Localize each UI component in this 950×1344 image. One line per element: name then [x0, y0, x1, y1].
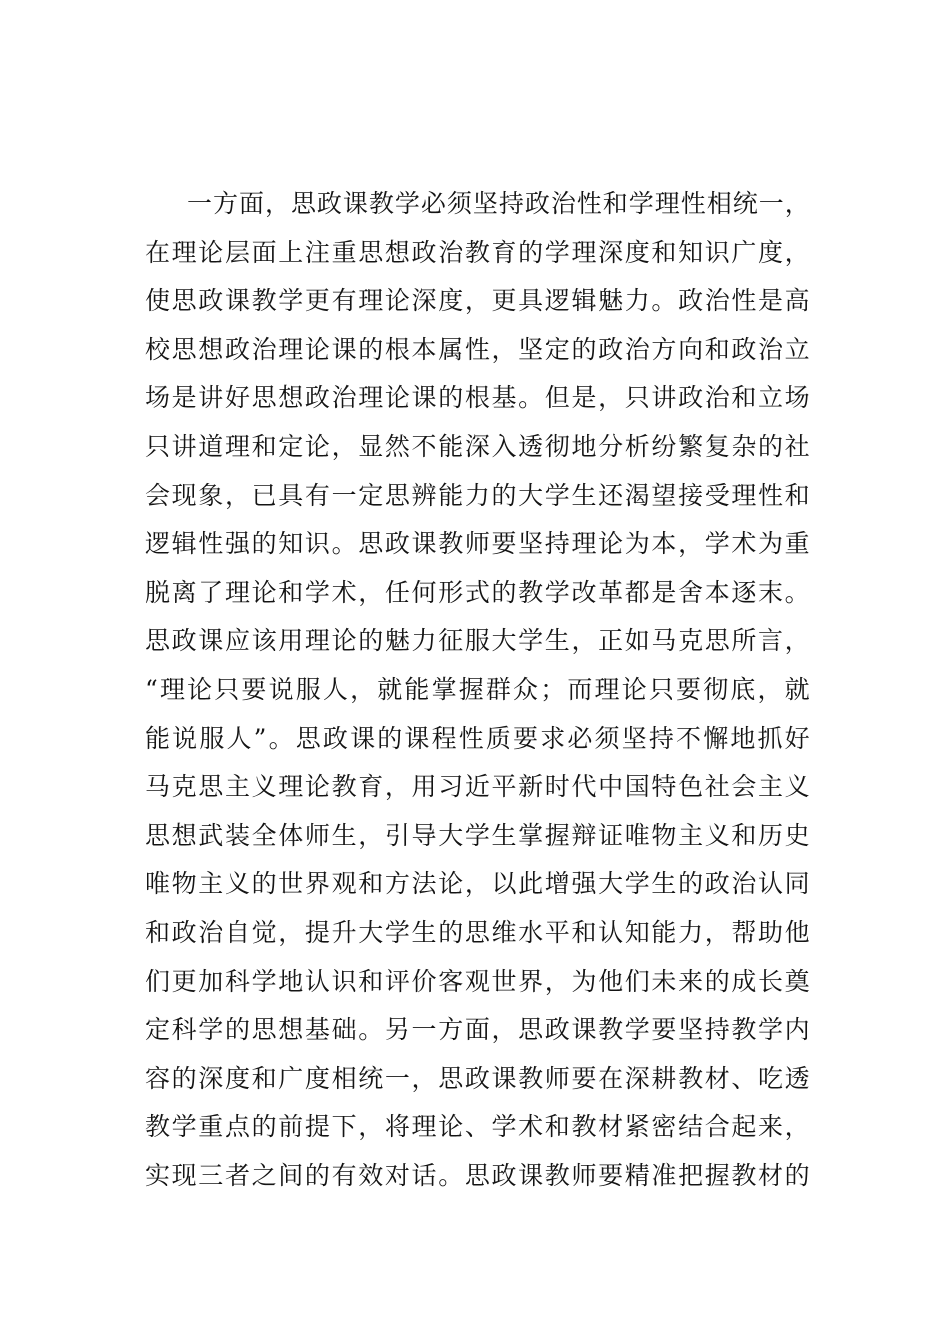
text-line: 一方面，思政课教学必须坚持政治性和学理性相统一， — [187, 189, 810, 218]
text-line: 思政课应该用理论的魅力征服大学生，正如马克思所言， — [145, 626, 810, 656]
body-paragraph — [145, 180, 810, 1200]
text-line: 逻辑性强的知识。思政课教师要坚持理论为本，学术为重 — [145, 529, 810, 559]
text-line: 定科学的思想基础。另一方面，思政课教学要坚持教学内 — [145, 1015, 810, 1045]
text-line: 会现象，已具有一定思辨能力的大学生还渴望接受理性和 — [145, 480, 810, 510]
text-line: 校思想政治理论课的根本属性，坚定的政治方向和政治立 — [145, 334, 810, 364]
text-line: 们更加科学地认识和评价客观世界，为他们未来的成长奠 — [145, 966, 810, 996]
text-line: 在理论层面上注重思想政治教育的学理深度和知识广度， — [145, 237, 810, 267]
text-line: 场是讲好思想政治理论课的根基。但是，只讲政治和立场 — [145, 383, 810, 413]
text-line: 思想武装全体师生，引导大学生掌握辩证唯物主义和历史 — [145, 820, 810, 850]
text-line: “理论只要说服人，就能掌握群众；而理论只要彻底，就 — [145, 674, 810, 704]
text-line: 能说服人”。思政课的课程性质要求必须坚持不懈地抓好 — [145, 723, 810, 753]
text-line: 容的深度和广度相统一，思政课教师要在深耕教材、吃透 — [145, 1063, 810, 1093]
text-line: 实现三者之间的有效对话。思政课教师要精准把握教材的 — [145, 1160, 810, 1190]
text-line: 唯物主义的世界观和方法论，以此增强大学生的政治认同 — [145, 869, 810, 899]
text-line: 和政治自觉，提升大学生的思维水平和认知能力，帮助他 — [145, 917, 810, 947]
text-line: 教学重点的前提下，将理论、学术和教材紧密结合起来， — [145, 1112, 810, 1142]
text-line: 只讲道理和定论，显然不能深入透彻地分析纷繁复杂的社 — [145, 431, 810, 461]
text-line: 脱离了理论和学术，任何形式的教学改革都是舍本逐末。 — [145, 577, 810, 607]
text-line: 马克思主义理论教育，用习近平新时代中国特色社会主义 — [145, 772, 810, 802]
text-line: 使思政课教学更有理论深度，更具逻辑魅力。政治性是高 — [145, 286, 810, 316]
